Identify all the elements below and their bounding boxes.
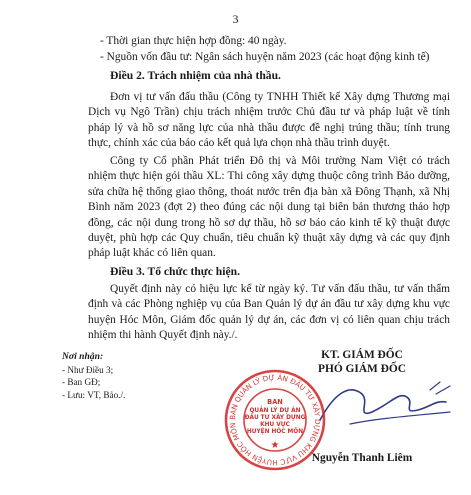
svg-text:BAN QUẢN LÝ DỰ ÁN ĐẦU TƯ XÂY D: BAN QUẢN LÝ DỰ ÁN ĐẦU TƯ XÂY DỰNG KHU VỰC HUYỆN HÓC MÔN [227, 372, 323, 468]
signer-name: Nguyễn Thanh Liêm [311, 452, 413, 464]
svg-text:★: ★ [270, 440, 280, 451]
recipient-item: - Lưu: VT, Bảo./. [62, 389, 126, 400]
article-2-paragraph-2: Công ty Cổ phần Phát triển Đô thị và Môi trường Nam Việt có trách nhiệm thực hiện gói thầu XL: Thi công xây dựng thuộc công trình Bảo dưỡng, sửa chữa hệ thống giao thông, thoát nước trên địa bàn xã Đông Thạnh, xã Nhị Bình năm 2023 (đợt 2) theo đúng các nội dung tại biên bản thương thảo hợp đồng, các nội dung trong hồ sơ dự thầu, hồ sơ báo cáo kinh tế kỹ thuật được duyệt, phù hợp các Quy chuẩn, tiêu chuẩn kỹ thuật xây dựng và các quy định pháp luật khác có liên quan. [88, 155, 450, 260]
article-3-paragraph-1: Quyết định này có hiệu lực kể từ ngày ký. Tư vấn đấu thầu, tư vấn thẩm định và các Phòng nghiệp vụ của Ban Quản lý dự án đầu tư xây dựng khu vực huyện Hóc Môn, Giám đốc quản lý dự án, các đơn vị có liên quan chịu trách nhiệm thi hành Quyết định này./. [88, 283, 450, 342]
signature-title-line-1: KT. GIÁM ĐỐC [321, 349, 403, 361]
svg-text:KHU VỰC: KHU VỰC [260, 422, 290, 428]
recipients-title: Nơi nhận: [62, 351, 104, 362]
recipients-list [62, 351, 125, 401]
svg-text:HUYỆN HÓC MÔN: HUYỆN HÓC MÔN [246, 429, 304, 435]
funding-source-bullet: - Nguồn vốn đầu tư: Ngân sách huyện năm 2023 (các hoạt động kinh tế) [100, 51, 430, 63]
svg-text:QUẢN LÝ DỰ ÁN: QUẢN LÝ DỰ ÁN [249, 408, 301, 414]
article-2-paragraph-1: Đơn vị tư vấn đấu thầu (Công ty TNHH Thiết kế Xây dựng Thương mại Dịch vụ Ngô Trần) chịu trách nhiệm trước Chủ đầu tư và pháp luật về tính pháp lý và hồ sơ năng lực của nhà thầu được đề nghị trúng thầu; tính trung thực, chính xác của báo cáo kết quả lựa chọn nhà thầu trình duyệt. [88, 91, 450, 150]
signature-title-line-2: PHÓ GIÁM ĐỐC [318, 363, 406, 375]
article-2-heading: Điều 2. Trách nhiệm của nhà thầu. [110, 69, 281, 82]
article-3-heading: Điều 3. Tổ chức thực hiện. [110, 265, 240, 278]
svg-text:ĐẦU TƯ XÂY DỰNG: ĐẦU TƯ XÂY DỰNG [244, 415, 306, 421]
svg-text:BAN: BAN [267, 398, 283, 406]
contract-duration-bullet: - Thời gian thực hiện hợp đồng: 40 ngày. [100, 35, 287, 47]
page-number: 3 [232, 12, 239, 26]
recipient-item: - Như Điều 3; [62, 364, 114, 375]
recipient-item: - Ban GĐ; [62, 377, 101, 388]
